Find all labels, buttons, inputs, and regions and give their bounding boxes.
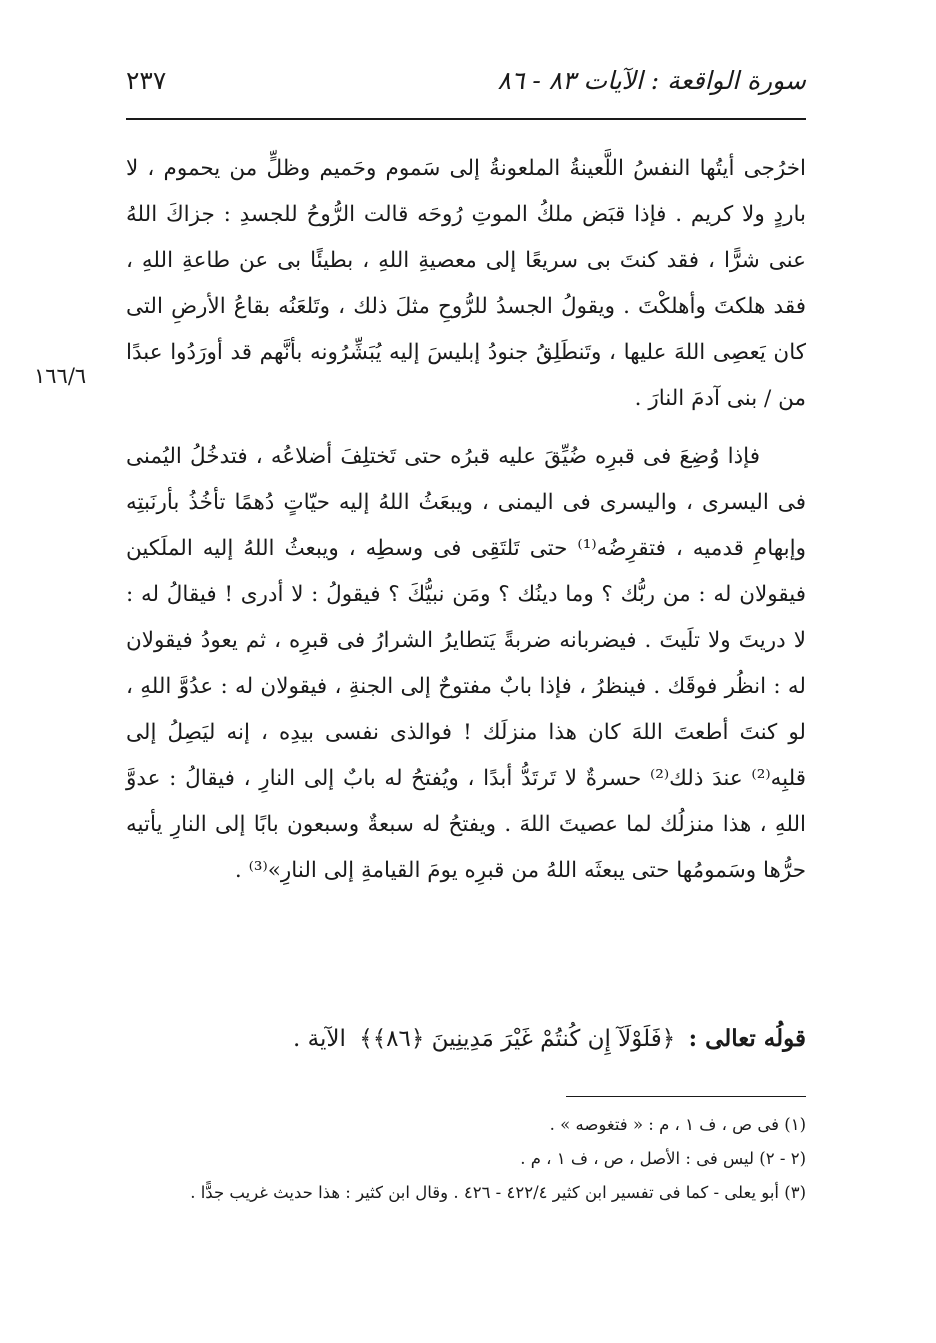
footnotes <box>126 1108 806 1210</box>
verse-quote: ﴿فَلَوْلَآ إِن كُنتُمْ غَيْرَ مَدِينِينَ ﴿٨٦﴾﴾ <box>359 1026 676 1052</box>
footnote-3: (٣) أبو يعلى - كما فى تفسير ابن كثير ٤٢٢/٤ - ٤٢٦ . وقال ابن كثير : هذا حديث غريب جدًّا . <box>190 1183 806 1202</box>
running-title: سورة الواقعة : الآيات ٨٣ - ٨٦ <box>497 66 806 95</box>
body-text <box>126 146 806 894</box>
footnote-2: (٢ - ٢) ليس فى : الأصل ، ص ، ف ١ ، م . <box>520 1149 806 1168</box>
header-rule <box>126 118 806 120</box>
page-number: ٢٣٧ <box>126 66 167 95</box>
paragraph-2: فإذا وُضِعَ فى قبرِه ضُيِّقَ عليه قبرُه حتى تَختلِفَ أضلاعُه ، فتدخُلُ اليُمنى فى اليسرى ، واليسرى فى اليمنى ، ويبعَثُ اللهُ إليه حيّاتٍ دُهمًا تأخُذُ بأرنَبتِه وإبهامِ قدميه ، فتقرِضُه⁽¹⁾ حتى تَلتَقِى فى وسطِه ، ويبعثُ اللهُ إليه الملَكين فيقولان له : من ربُّك ؟ وما دينُك ؟ ومَن نبيُّكَ ؟ فيقولُ : لا أدرى ! فيقالُ له : لا دريتَ ولا تلَيتَ . فيضربانه ضربةً يَتطايرُ الشرارُ فى قبرِه ، ثم يعودُ فيقولان له : انظُر فوقَك . فينظرُ ، فإذا بابٌ مفتوحٌ إلى الجنةِ ، فيقولان له : عدُوَّ اللهِ ، لو كنتَ أطعتَ اللهَ كان هذا منزلَك ! فوالذى نفسى بيدِه ، إنه ليَصِلُ إلى قلبِه⁽²⁾ عندَ ذلك⁽²⁾ حسرةٌ لا تَرتَدُّ أبدًا ، ويُفتحُ له بابٌ إلى النارِ ، فيقالُ : عدوَّ اللهِ ، هذا منزلُك لما عصيتَ اللهَ . ويفتحُ له سبعةٌ وسبعون بابًا إلى النارِ يأتيه حرُّها وسَمومُها حتى يبعثَه اللهُ من قبرِه يومَ القيامةِ إلى النارِ»⁽³⁾ . <box>126 444 807 883</box>
footnote-1: (١) فى ص ، ف ١ ، م : « فتغوصه » . <box>549 1115 806 1134</box>
verse-line <box>126 1016 806 1062</box>
paragraph-1: اخرُجى أيتُها النفسُ اللَّعينةُ الملعونةُ إلى سَموم وحَميم وظلٍّ من يحموم ، لا باردٍ ولا كريم . فإذا قبَض ملكُ الموتِ رُوحَه قالت الرُّوحُ للجسدِ : جزاكَ اللهُ عنى شرًّا ، فقد كنتَ بى سريعًا إلى معصيةِ اللهِ ، بطيئًا بى عن طاعةِ اللهِ ، فقد هلكتَ وأهلكْتَ . ويقولُ الجسدُ للرُّوحِ مثلَ ذلك ، وتَلعَنُه بقاعُ الأرضِ التى كان يَعصِى اللهَ عليها ، وتَنطَلِقُ جنودُ إبليسَ إليه يُبَشِّرُونه بأنَّهم قد أورَدُوا عبدًا من / بنى آدمَ النارَ . <box>126 156 806 411</box>
verse-suffix: الآية . <box>293 1026 346 1052</box>
footnote-rule <box>566 1096 806 1097</box>
marginal-reference: ١٦٦/٦ <box>34 364 87 388</box>
verse-label: قولُه تعالى : <box>688 1025 806 1052</box>
page-header <box>126 66 806 106</box>
